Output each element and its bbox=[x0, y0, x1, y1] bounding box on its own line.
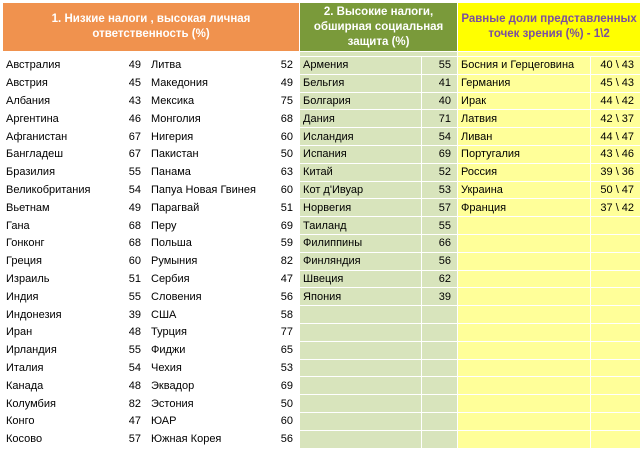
value-equal-shares: 37 \ 42 bbox=[591, 199, 641, 217]
value-low-taxes: 49 bbox=[113, 199, 148, 217]
country-low-taxes: Вьетнам bbox=[3, 199, 113, 217]
country-equal-shares: Германия bbox=[458, 74, 591, 92]
value-equal-shares bbox=[591, 377, 641, 395]
value-high-taxes: 52 bbox=[422, 163, 458, 181]
country-low-taxes-2: Мексика bbox=[148, 92, 266, 110]
table-row bbox=[3, 377, 641, 395]
country-equal-shares bbox=[458, 252, 591, 270]
country-equal-shares bbox=[458, 234, 591, 252]
value-high-taxes: 66 bbox=[422, 234, 458, 252]
value-low-taxes: 39 bbox=[113, 306, 148, 324]
value-high-taxes: 56 bbox=[422, 252, 458, 270]
value-equal-shares bbox=[591, 288, 641, 306]
table-row bbox=[3, 57, 641, 75]
value-low-taxes: 55 bbox=[113, 163, 148, 181]
country-low-taxes: Аргентина bbox=[3, 110, 113, 128]
value-high-taxes: 71 bbox=[422, 110, 458, 128]
value-low-taxes: 82 bbox=[113, 395, 148, 413]
value-high-taxes bbox=[422, 359, 458, 377]
table-row bbox=[3, 199, 641, 217]
value-equal-shares bbox=[591, 217, 641, 235]
value-high-taxes: 57 bbox=[422, 199, 458, 217]
value-low-taxes: 46 bbox=[113, 110, 148, 128]
value-low-taxes: 54 bbox=[113, 359, 148, 377]
table-row bbox=[3, 341, 641, 359]
country-low-taxes: Австралия bbox=[3, 57, 113, 75]
country-high-taxes: Швеция bbox=[300, 270, 422, 288]
value-low-taxes: 68 bbox=[113, 234, 148, 252]
value-high-taxes bbox=[422, 430, 458, 448]
country-high-taxes: Таиланд bbox=[300, 217, 422, 235]
country-high-taxes bbox=[300, 306, 422, 324]
country-low-taxes: Бангладеш bbox=[3, 145, 113, 163]
value-low-taxes: 48 bbox=[113, 323, 148, 341]
country-high-taxes bbox=[300, 359, 422, 377]
country-equal-shares: Россия bbox=[458, 163, 591, 181]
tax-opinion-table bbox=[2, 2, 641, 449]
value-equal-shares bbox=[591, 395, 641, 413]
value-low-taxes: 67 bbox=[113, 128, 148, 146]
value-equal-shares bbox=[591, 430, 641, 448]
value-equal-shares: 44 \ 42 bbox=[591, 92, 641, 110]
header-equal-shares: Равные доли представленных точек зрения (%) - 1\2 bbox=[458, 3, 641, 52]
country-low-taxes: Австрия bbox=[3, 74, 113, 92]
value-low-taxes: 48 bbox=[113, 377, 148, 395]
table-body bbox=[3, 57, 641, 449]
value-high-taxes bbox=[422, 377, 458, 395]
value-low-taxes: 55 bbox=[113, 341, 148, 359]
value-low-taxes-2: 60 bbox=[266, 412, 300, 430]
country-low-taxes: Иран bbox=[3, 323, 113, 341]
country-high-taxes bbox=[300, 341, 422, 359]
value-low-taxes-2: 60 bbox=[266, 128, 300, 146]
value-low-taxes-2: 52 bbox=[266, 57, 300, 75]
country-low-taxes: Канада bbox=[3, 377, 113, 395]
table-row bbox=[3, 145, 641, 163]
value-low-taxes: 68 bbox=[113, 217, 148, 235]
value-low-taxes-2: 49 bbox=[266, 74, 300, 92]
country-high-taxes: Финляндия bbox=[300, 252, 422, 270]
country-low-taxes-2: Пакистан bbox=[148, 145, 266, 163]
value-high-taxes: 55 bbox=[422, 217, 458, 235]
country-equal-shares: Франция bbox=[458, 199, 591, 217]
country-equal-shares: Латвия bbox=[458, 110, 591, 128]
value-equal-shares bbox=[591, 323, 641, 341]
country-low-taxes-2: Румыния bbox=[148, 252, 266, 270]
country-high-taxes: Кот д'Ивуар bbox=[300, 181, 422, 199]
value-high-taxes: 54 bbox=[422, 128, 458, 146]
country-equal-shares: Португалия bbox=[458, 145, 591, 163]
value-low-taxes: 45 bbox=[113, 74, 148, 92]
value-equal-shares bbox=[591, 412, 641, 430]
country-low-taxes-2: Сербия bbox=[148, 270, 266, 288]
country-low-taxes-2: Панама bbox=[148, 163, 266, 181]
value-equal-shares: 44 \ 47 bbox=[591, 128, 641, 146]
country-low-taxes-2: Македония bbox=[148, 74, 266, 92]
value-equal-shares: 45 \ 43 bbox=[591, 74, 641, 92]
value-high-taxes bbox=[422, 306, 458, 324]
country-high-taxes: Бельгия bbox=[300, 74, 422, 92]
country-high-taxes: Исландия bbox=[300, 128, 422, 146]
country-low-taxes: Индонезия bbox=[3, 306, 113, 324]
country-equal-shares bbox=[458, 323, 591, 341]
country-equal-shares bbox=[458, 430, 591, 448]
table-row bbox=[3, 412, 641, 430]
table-row bbox=[3, 306, 641, 324]
country-low-taxes-2: ЮАР bbox=[148, 412, 266, 430]
value-low-taxes-2: 60 bbox=[266, 181, 300, 199]
value-high-taxes bbox=[422, 395, 458, 413]
country-high-taxes: Япония bbox=[300, 288, 422, 306]
country-high-taxes: Испания bbox=[300, 145, 422, 163]
country-equal-shares bbox=[458, 288, 591, 306]
value-low-taxes: 47 bbox=[113, 412, 148, 430]
country-equal-shares bbox=[458, 359, 591, 377]
country-equal-shares: Босния и Герцеговина bbox=[458, 57, 591, 75]
country-low-taxes: Албания bbox=[3, 92, 113, 110]
country-low-taxes: Колумбия bbox=[3, 395, 113, 413]
value-equal-shares bbox=[591, 234, 641, 252]
value-high-taxes bbox=[422, 323, 458, 341]
value-low-taxes-2: 51 bbox=[266, 199, 300, 217]
value-low-taxes-2: 53 bbox=[266, 359, 300, 377]
value-low-taxes-2: 56 bbox=[266, 288, 300, 306]
value-equal-shares bbox=[591, 270, 641, 288]
value-equal-shares bbox=[591, 252, 641, 270]
country-low-taxes-2: США bbox=[148, 306, 266, 324]
country-low-taxes-2: Папуа Новая Гвинея bbox=[148, 181, 266, 199]
country-high-taxes: Армения bbox=[300, 57, 422, 75]
table-row bbox=[3, 128, 641, 146]
country-high-taxes bbox=[300, 377, 422, 395]
value-low-taxes-2: 50 bbox=[266, 395, 300, 413]
header-high-taxes: 2. Высокие налоги, обширная социальная защита (%) bbox=[300, 3, 458, 52]
country-low-taxes-2: Монголия bbox=[148, 110, 266, 128]
country-low-taxes-2: Нигерия bbox=[148, 128, 266, 146]
value-low-taxes-2: 59 bbox=[266, 234, 300, 252]
table-row bbox=[3, 181, 641, 199]
header-low-taxes: 1. Низкие налоги , высокая личная ответственность (%) bbox=[3, 3, 300, 52]
value-high-taxes: 53 bbox=[422, 181, 458, 199]
header-row bbox=[3, 3, 641, 52]
table-row bbox=[3, 288, 641, 306]
country-low-taxes-2: Турция bbox=[148, 323, 266, 341]
country-low-taxes-2: Польша bbox=[148, 234, 266, 252]
country-low-taxes: Афганистан bbox=[3, 128, 113, 146]
country-low-taxes-2: Эквадор bbox=[148, 377, 266, 395]
country-equal-shares bbox=[458, 306, 591, 324]
country-low-taxes-2: Перу bbox=[148, 217, 266, 235]
country-equal-shares bbox=[458, 377, 591, 395]
value-high-taxes bbox=[422, 412, 458, 430]
country-high-taxes: Дания bbox=[300, 110, 422, 128]
table-row bbox=[3, 74, 641, 92]
country-high-taxes: Норвегия bbox=[300, 199, 422, 217]
value-equal-shares bbox=[591, 359, 641, 377]
table-row bbox=[3, 252, 641, 270]
value-low-taxes-2: 63 bbox=[266, 163, 300, 181]
value-equal-shares bbox=[591, 341, 641, 359]
country-low-taxes-2: Литва bbox=[148, 57, 266, 75]
value-low-taxes-2: 68 bbox=[266, 110, 300, 128]
country-low-taxes-2: Парагвай bbox=[148, 199, 266, 217]
value-high-taxes: 62 bbox=[422, 270, 458, 288]
value-high-taxes: 40 bbox=[422, 92, 458, 110]
value-high-taxes: 41 bbox=[422, 74, 458, 92]
country-low-taxes: Бразилия bbox=[3, 163, 113, 181]
value-low-taxes-2: 65 bbox=[266, 341, 300, 359]
table-row bbox=[3, 217, 641, 235]
country-equal-shares: Ливан bbox=[458, 128, 591, 146]
value-low-taxes: 60 bbox=[113, 252, 148, 270]
value-low-taxes: 57 bbox=[113, 430, 148, 448]
country-equal-shares: Ирак bbox=[458, 92, 591, 110]
value-low-taxes-2: 82 bbox=[266, 252, 300, 270]
country-low-taxes: Конго bbox=[3, 412, 113, 430]
table-row bbox=[3, 92, 641, 110]
value-low-taxes-2: 69 bbox=[266, 377, 300, 395]
table-row bbox=[3, 359, 641, 377]
value-low-taxes-2: 77 bbox=[266, 323, 300, 341]
country-equal-shares bbox=[458, 412, 591, 430]
value-equal-shares bbox=[591, 306, 641, 324]
value-low-taxes-2: 69 bbox=[266, 217, 300, 235]
country-low-taxes: Ирландия bbox=[3, 341, 113, 359]
value-high-taxes: 39 bbox=[422, 288, 458, 306]
country-equal-shares bbox=[458, 395, 591, 413]
value-low-taxes-2: 56 bbox=[266, 430, 300, 448]
table-row bbox=[3, 163, 641, 181]
value-low-taxes-2: 58 bbox=[266, 306, 300, 324]
country-equal-shares: Украина bbox=[458, 181, 591, 199]
country-high-taxes: Китай bbox=[300, 163, 422, 181]
country-low-taxes-2: Чехия bbox=[148, 359, 266, 377]
country-low-taxes: Израиль bbox=[3, 270, 113, 288]
country-low-taxes: Греция bbox=[3, 252, 113, 270]
table-row bbox=[3, 395, 641, 413]
value-equal-shares: 40 \ 43 bbox=[591, 57, 641, 75]
country-low-taxes: Индия bbox=[3, 288, 113, 306]
country-low-taxes: Гонконг bbox=[3, 234, 113, 252]
value-high-taxes: 55 bbox=[422, 57, 458, 75]
country-low-taxes-2: Словения bbox=[148, 288, 266, 306]
country-high-taxes bbox=[300, 395, 422, 413]
value-equal-shares: 50 \ 47 bbox=[591, 181, 641, 199]
table-row bbox=[3, 430, 641, 448]
value-low-taxes: 54 bbox=[113, 181, 148, 199]
country-low-taxes-2: Южная Корея bbox=[148, 430, 266, 448]
value-low-taxes: 51 bbox=[113, 270, 148, 288]
table-row bbox=[3, 234, 641, 252]
table-row bbox=[3, 323, 641, 341]
value-high-taxes: 69 bbox=[422, 145, 458, 163]
country-high-taxes: Болгария bbox=[300, 92, 422, 110]
value-low-taxes-2: 50 bbox=[266, 145, 300, 163]
country-equal-shares bbox=[458, 217, 591, 235]
value-low-taxes: 43 bbox=[113, 92, 148, 110]
country-equal-shares bbox=[458, 270, 591, 288]
country-low-taxes: Великобритания bbox=[3, 181, 113, 199]
value-high-taxes bbox=[422, 341, 458, 359]
country-low-taxes: Косово bbox=[3, 430, 113, 448]
table-row bbox=[3, 110, 641, 128]
value-equal-shares: 39 \ 36 bbox=[591, 163, 641, 181]
country-high-taxes bbox=[300, 412, 422, 430]
value-low-taxes: 49 bbox=[113, 57, 148, 75]
value-low-taxes-2: 75 bbox=[266, 92, 300, 110]
value-low-taxes: 55 bbox=[113, 288, 148, 306]
country-low-taxes-2: Эстония bbox=[148, 395, 266, 413]
value-low-taxes-2: 47 bbox=[266, 270, 300, 288]
value-low-taxes: 67 bbox=[113, 145, 148, 163]
table-row bbox=[3, 270, 641, 288]
country-high-taxes: Филиппины bbox=[300, 234, 422, 252]
value-equal-shares: 42 \ 37 bbox=[591, 110, 641, 128]
country-low-taxes: Италия bbox=[3, 359, 113, 377]
country-high-taxes bbox=[300, 430, 422, 448]
country-low-taxes: Гана bbox=[3, 217, 113, 235]
value-equal-shares: 43 \ 46 bbox=[591, 145, 641, 163]
country-equal-shares bbox=[458, 341, 591, 359]
country-high-taxes bbox=[300, 323, 422, 341]
country-low-taxes-2: Фиджи bbox=[148, 341, 266, 359]
